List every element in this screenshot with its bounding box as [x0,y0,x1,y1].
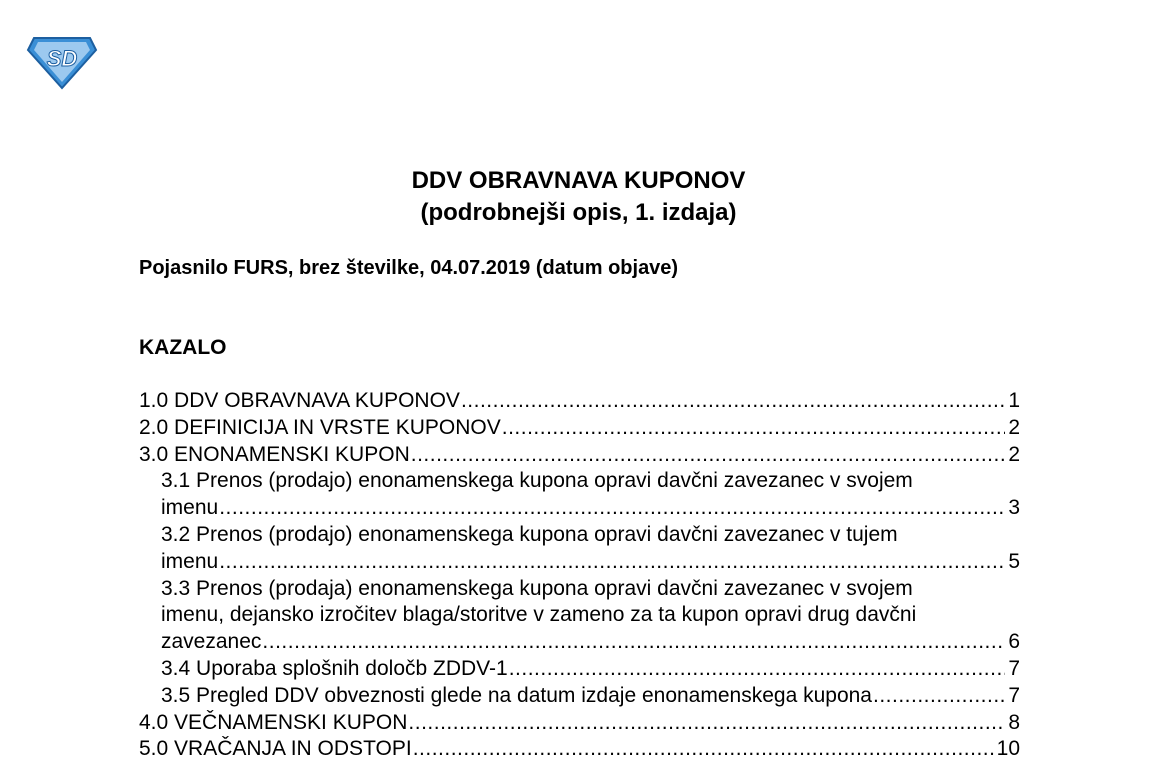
toc-entry-text: 3.0 ENONAMENSKI KUPON [139,442,410,466]
toc-entry-text: imenu [161,549,219,573]
toc-entry-3-2[interactable] [139,522,1020,576]
toc-entry-text: zavezanec [161,630,262,654]
svg-text:SD: SD [46,46,78,71]
document-title-edition: (podrobnejši opis, 1. izdaja) [420,199,737,226]
toc-entry-text: 2.0 DEFINICIJA IN VRSTE KUPONOV [139,415,501,439]
toc-entry-3-5[interactable] [139,683,1020,710]
sd-diamond-logo-icon [26,36,98,90]
toc-entry-text: 3.1 Prenos (prodajo) enonamenskega kupona opravi davčni zavezanec v svojem [161,469,913,493]
table-of-contents [139,388,1020,763]
toc-entry-text: 3.5 Pregled DDV obveznosti glede na datum izdaje enonamenskega kupona [161,683,872,707]
toc-entry-text: 3.2 Prenos (prodajo) enonamenskega kupona opravi davčni zavezanec v tujem [161,522,898,546]
toc-entry-text: 5.0 VRAČANJA IN ODSTOPI [139,737,412,761]
toc-entry-text: imenu [161,496,219,520]
toc-entry-text: 3.4 Uporaba splošnih določb ZDDV-1 [161,656,508,680]
document-subtitle: Pojasnilo FURS, brez številke, 04.07.2019 (datum objave) [139,257,679,279]
toc-entry-text: 3.3 Prenos (prodaja) enonamenskega kupona opravi davčni zavezanec v svojem [161,576,913,600]
document-title: DDV OBRAVNAVA KUPONOV [411,167,746,194]
toc-page-number: 10 [996,737,1020,761]
toc-entry-3-4[interactable] [139,656,1020,683]
toc-entry-text: imenu, dejansko izročitev blaga/storitve v zameno za ta kupon opravi drug davčni [161,603,917,627]
toc-page-number: 8 [1008,710,1020,734]
toc-entry-3-0[interactable] [139,442,1020,469]
toc-entry-text: 4.0 VEČNAMENSKI KUPON [139,710,408,734]
toc-page-number: 2 [1008,415,1020,439]
toc-page-number: 7 [1008,683,1020,707]
toc-entry-3-1[interactable] [139,468,1020,522]
toc-entry-text: 1.0 DDV OBRAVNAVA KUPONOV [139,389,460,412]
toc-page-number: 7 [1008,656,1020,680]
toc-page-number: 2 [1008,442,1020,466]
toc-page-number: 1 [1008,389,1020,412]
toc-page-number: 3 [1008,496,1020,520]
toc-entry-4-0[interactable] [139,710,1020,737]
toc-entry-1-0[interactable] [139,388,1020,415]
toc-entry-5-0[interactable] [139,736,1020,763]
toc-heading: KAZALO [139,336,227,359]
toc-page-number: 5 [1008,549,1020,573]
toc-page-number: 6 [1008,630,1020,654]
toc-entry-3-3[interactable] [139,576,1020,656]
toc-entry-2-0[interactable] [139,415,1020,442]
